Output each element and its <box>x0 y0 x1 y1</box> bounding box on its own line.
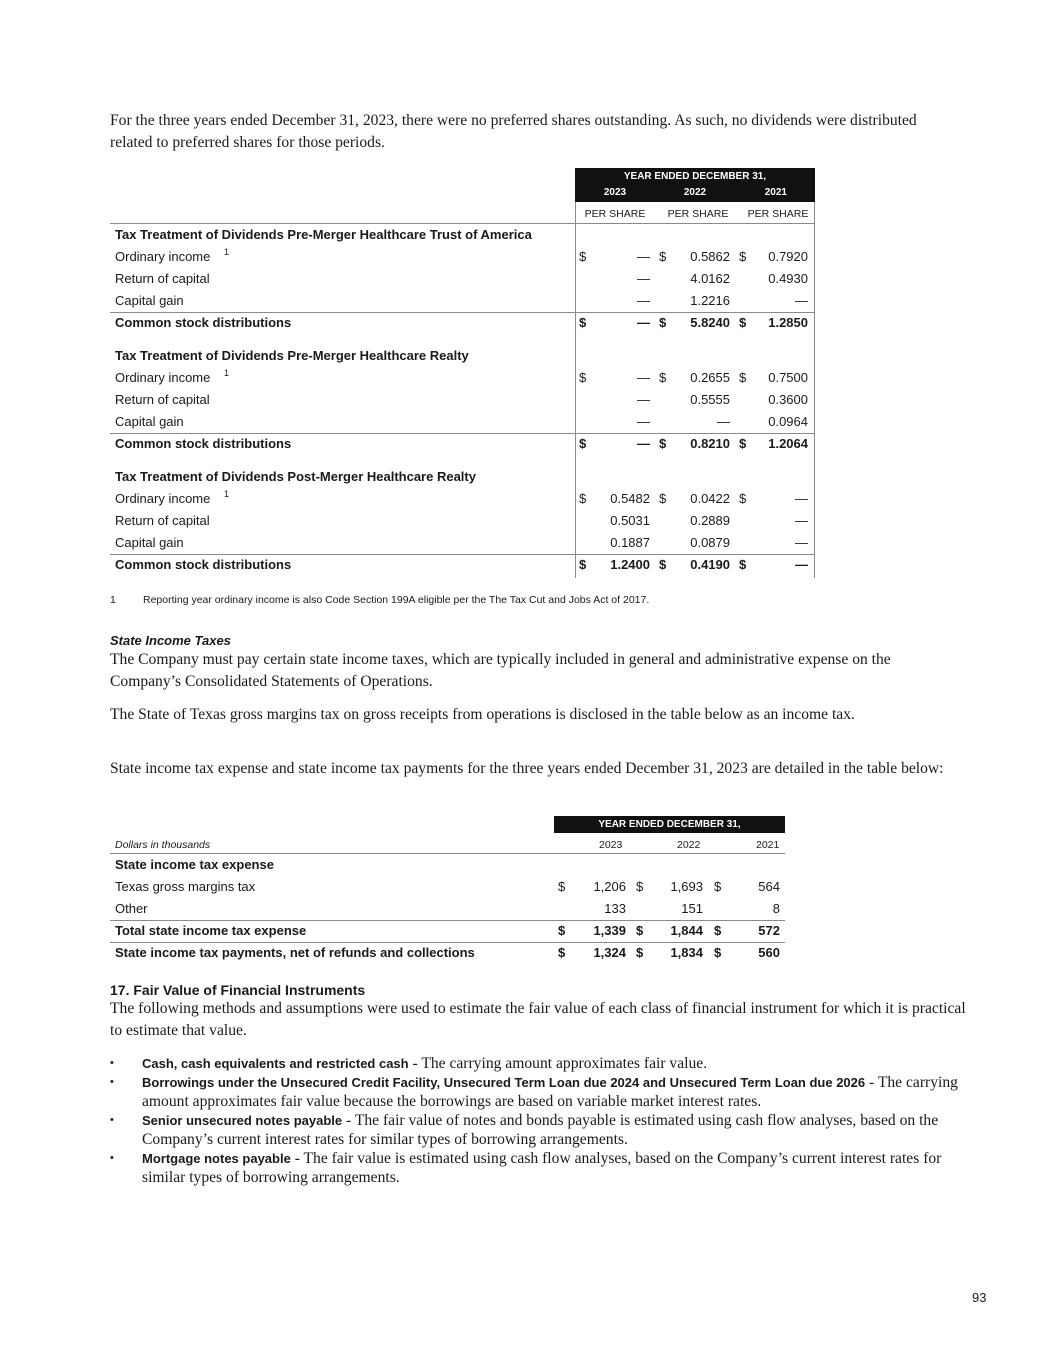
state-income-paragraph-3: State income tax expense and state income tax payments for the three years ended December 31, 2023 are detailed in the table below: <box>110 760 944 777</box>
currency-symbol: $ <box>579 370 587 385</box>
cell-value: 0.0422 <box>690 491 730 506</box>
section-heading: Tax Treatment of Dividends Pre-Merger Healthcare Realty <box>115 348 469 363</box>
page-number: 93 <box>972 1290 987 1305</box>
cell-value: 0.5862 <box>690 249 730 264</box>
currency-symbol: $ <box>659 370 667 385</box>
bullet-item <box>110 1054 970 1073</box>
cell-value: 0.7920 <box>768 249 808 264</box>
currency-symbol: $ <box>558 923 566 938</box>
cell-value: 133 <box>604 901 626 916</box>
dividends-year-2022: 2022 <box>683 187 707 198</box>
cell-value: 0.0964 <box>768 414 808 429</box>
currency-symbol: $ <box>739 315 747 330</box>
row-label: Ordinary income <box>115 370 211 385</box>
row-label: Capital gain <box>115 414 184 429</box>
table-row <box>0 510 1051 532</box>
cell-value: — <box>795 535 808 550</box>
currency-symbol: $ <box>558 879 566 894</box>
cell-value: 5.8240 <box>690 315 730 330</box>
table-row <box>0 898 1051 920</box>
dividends-subheader-2022: PER SHARE <box>667 208 729 220</box>
bullet-lead: Cash, cash equivalents and restricted cash <box>142 1056 409 1071</box>
fair-value-bullets <box>110 1054 970 1187</box>
currency-symbol: $ <box>659 491 667 506</box>
currency-symbol: $ <box>558 945 566 960</box>
currency-symbol: $ <box>739 557 747 572</box>
table-row <box>0 345 1051 367</box>
state-tax-band-label: YEAR ENDED DECEMBER 31, <box>598 819 741 830</box>
currency-symbol: $ <box>636 923 644 938</box>
currency-symbol: $ <box>579 315 587 330</box>
cell-value: — <box>637 249 650 264</box>
cell-value: — <box>637 436 650 451</box>
state-income-paragraph-2: The State of Texas gross margins tax on gross receipts from operations is disclosed in the table below as an income tax. <box>110 706 855 723</box>
row-label: Common stock distributions <box>115 557 292 572</box>
cell-value: 1,339 <box>593 923 626 938</box>
table-row <box>0 290 1051 312</box>
cell-value: 0.4930 <box>768 271 808 286</box>
cell-value: — <box>795 491 808 506</box>
dividends-year-2021: 2021 <box>764 187 787 198</box>
cell-value: 560 <box>758 945 780 960</box>
row-label: Ordinary income <box>115 249 211 264</box>
cell-value: 1.2064 <box>768 436 808 451</box>
cell-value: 151 <box>681 901 703 916</box>
table-row <box>0 389 1051 411</box>
table-row <box>0 411 1051 433</box>
bullet-text: - The carrying amount approximates fair value because the borrowings are based on variable market interest rates. <box>142 1074 958 1110</box>
cell-value: 0.2655 <box>690 370 730 385</box>
cell-value: — <box>637 315 650 330</box>
cell-value: — <box>637 414 650 429</box>
cell-value: 1,844 <box>670 923 703 938</box>
cell-value: 0.5031 <box>610 513 650 528</box>
table-row <box>0 488 1051 510</box>
state-tax-year-2021: 2021 <box>756 839 780 851</box>
state-tax-header-band <box>554 816 785 833</box>
section-heading: State income tax expense <box>115 857 274 872</box>
cell-value: 1,206 <box>593 879 626 894</box>
currency-symbol: $ <box>579 436 587 451</box>
bullet-text: - The fair value of notes and bonds payable is estimated using cash flow analyses, based on the Company’s current interest rates for similar types of borrowing arrangements. <box>142 1112 939 1148</box>
total-row <box>0 942 1051 964</box>
footnote-ref: 1 <box>224 368 230 378</box>
cell-value: 1.2850 <box>768 315 808 330</box>
bullet-lead: Senior unsecured notes payable <box>142 1113 343 1128</box>
state-tax-year-2023: 2023 <box>599 839 623 851</box>
cell-value: 0.5482 <box>610 491 650 506</box>
dividends-band-label: YEAR ENDED DECEMBER 31, <box>623 171 767 182</box>
cell-value: 0.2889 <box>690 513 730 528</box>
table-row <box>0 367 1051 389</box>
cell-value: 1.2216 <box>690 293 730 308</box>
cell-value: — <box>637 392 650 407</box>
currency-symbol: $ <box>579 557 587 572</box>
table-row <box>0 246 1051 268</box>
section-heading: Tax Treatment of Dividends Post-Merger Healthcare Realty <box>115 469 476 484</box>
cell-value: 0.7500 <box>768 370 808 385</box>
table-row <box>0 532 1051 554</box>
fair-value-heading: 17. Fair Value of Financial Instruments <box>110 982 366 998</box>
cell-value: — <box>717 414 730 429</box>
cell-value: — <box>795 293 808 308</box>
dividends-subheader-2023: PER SHARE <box>584 208 646 220</box>
cell-value: 0.3600 <box>768 392 808 407</box>
row-label: Ordinary income <box>115 491 211 506</box>
footnote-ref: 1 <box>224 489 230 499</box>
row-label: Common stock distributions <box>115 436 292 451</box>
cell-value: 1,834 <box>670 945 703 960</box>
cell-value: 0.0879 <box>690 535 730 550</box>
currency-symbol: $ <box>659 315 667 330</box>
currency-symbol: $ <box>739 370 747 385</box>
row-label: Total state income tax expense <box>115 923 307 938</box>
footnote-marker: 1 <box>110 594 116 606</box>
currency-symbol: $ <box>659 249 667 264</box>
cell-value: — <box>637 293 650 308</box>
fair-value-intro: The following methods and assumptions were used to estimate the fair value of each class of financial instrument for which it is practical to estimate that value. <box>110 1000 966 1039</box>
row-label: Capital gain <box>115 535 184 550</box>
row-label: Return of capital <box>115 392 210 407</box>
currency-symbol: $ <box>636 945 644 960</box>
cell-value: 0.5555 <box>690 392 730 407</box>
state-income-heading: State Income Taxes <box>110 633 231 648</box>
row-label: Other <box>115 901 148 916</box>
table-row <box>0 876 1051 898</box>
cell-value: 1,693 <box>670 879 703 894</box>
state-income-paragraph-1: The Company must pay certain state income taxes, which are typically included in general and administrative expense on the Company’s Consolidated Statements of Operations. <box>110 651 891 690</box>
table-row <box>0 466 1051 488</box>
footnote-ref: 1 <box>224 247 230 257</box>
currency-symbol: $ <box>739 249 747 264</box>
currency-symbol: $ <box>714 879 722 894</box>
row-label: Return of capital <box>115 271 210 286</box>
total-row <box>0 920 1051 942</box>
currency-symbol: $ <box>714 923 722 938</box>
total-row <box>0 433 1051 455</box>
cell-value: 564 <box>758 879 780 894</box>
currency-symbol: $ <box>714 945 722 960</box>
currency-symbol: $ <box>579 491 587 506</box>
row-label: Texas gross margins tax <box>115 879 256 894</box>
bullet-dot: • <box>110 1057 114 1069</box>
row-label: State income tax payments, net of refunds and collections <box>115 945 475 960</box>
bullet-text: - The carrying amount approximates fair value. <box>408 1055 708 1072</box>
section-heading: Tax Treatment of Dividends Pre-Merger Healthcare Trust of America <box>115 227 532 242</box>
total-row <box>0 312 1051 334</box>
bullet-item <box>110 1149 970 1187</box>
cell-value: 0.4190 <box>690 557 730 572</box>
cell-value: 0.8210 <box>690 436 730 451</box>
dividends-year-2023: 2023 <box>603 187 627 198</box>
bullet-item <box>110 1073 970 1111</box>
currency-symbol: $ <box>636 879 644 894</box>
cell-value: 0.1887 <box>610 535 650 550</box>
footnote-text: Reporting year ordinary income is also Code Section 199A eligible per the The Tax Cut and Jobs Act of 2017. <box>143 594 650 606</box>
table-row <box>0 224 1051 246</box>
cell-value: 572 <box>758 923 780 938</box>
currency-symbol: $ <box>659 436 667 451</box>
dividends-subheader-2021: PER SHARE <box>747 208 809 220</box>
currency-symbol: $ <box>739 491 747 506</box>
row-label: Return of capital <box>115 513 210 528</box>
table-row <box>0 268 1051 290</box>
bullet-lead: Borrowings under the Unsecured Credit Facility, Unsecured Term Loan due 2024 and Unsecured Term Loan due 2026 <box>142 1075 866 1090</box>
dividends-header-band <box>575 168 815 202</box>
bullet-text: - The fair value is estimated using cash flow analyses, based on the Company’s current interest rates for similar types of borrowing arrangements. <box>142 1150 942 1186</box>
currency-symbol: $ <box>659 557 667 572</box>
row-label: Common stock distributions <box>115 315 292 330</box>
cell-value: 4.0162 <box>690 271 730 286</box>
bullet-lead: Mortgage notes payable <box>142 1151 291 1166</box>
cell-value: 8 <box>772 901 780 916</box>
units-label: Dollars in thousands <box>115 839 211 851</box>
bullet-dot: • <box>110 1152 114 1164</box>
cell-value: — <box>637 370 650 385</box>
intro-paragraph: For the three years ended December 31, 2023, there were no preferred shares outstanding. As such, no dividends were distributed related to preferred shares for those periods. <box>110 112 917 151</box>
cell-value: — <box>795 513 808 528</box>
cell-value: — <box>637 271 650 286</box>
bullet-dot: • <box>110 1076 114 1088</box>
state-tax-year-2022: 2022 <box>677 839 701 851</box>
cell-value: — <box>795 557 808 572</box>
bullet-item <box>110 1111 970 1149</box>
cell-value: 1,324 <box>593 945 626 960</box>
currency-symbol: $ <box>739 436 747 451</box>
cell-value: 1.2400 <box>610 557 650 572</box>
bullet-dot: • <box>110 1114 114 1126</box>
total-row <box>0 554 1051 576</box>
row-label: Capital gain <box>115 293 184 308</box>
section-heading-row <box>0 854 1051 876</box>
currency-symbol: $ <box>579 249 587 264</box>
